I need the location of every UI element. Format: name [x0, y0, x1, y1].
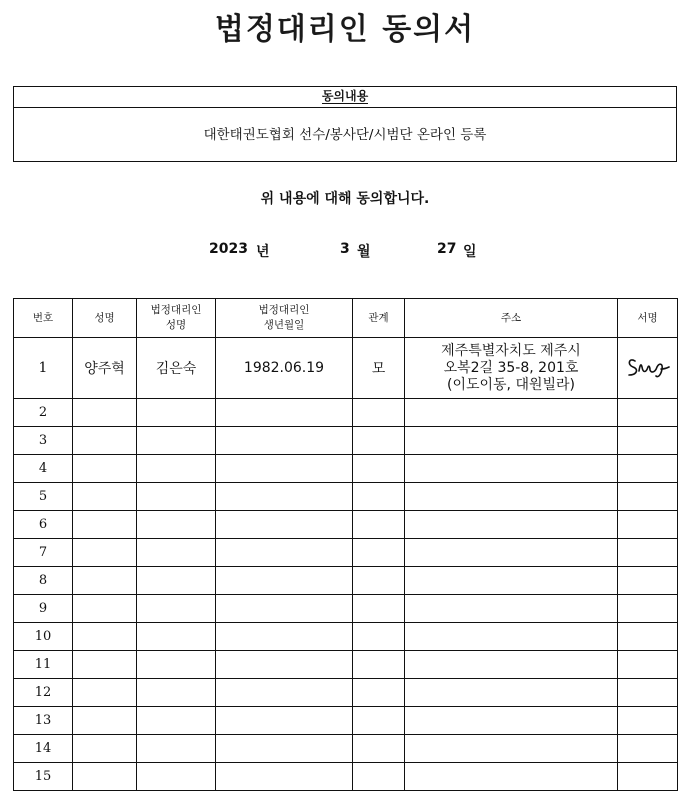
cell-guardian-birth [216, 735, 353, 763]
address-line1: 제주특별자치도 제주시 [441, 342, 581, 359]
signature-icon [625, 353, 671, 379]
cell-address [405, 399, 618, 427]
table-row [14, 679, 678, 707]
cell-signature [618, 623, 678, 651]
cell-number: 14 [14, 735, 73, 763]
header-guardian-line1: 법정대리인 [150, 304, 202, 316]
table-row [14, 567, 678, 595]
cell-signature [618, 338, 678, 399]
header-birth-line1: 법정대리인 [258, 304, 310, 316]
cell-guardian-birth [216, 763, 353, 791]
cell-signature [618, 511, 678, 539]
cell-name [73, 539, 137, 567]
date-day: 27 [437, 241, 457, 257]
cell-relation [353, 567, 405, 595]
date-month: 3 [340, 241, 350, 257]
cell-guardian-name [137, 623, 216, 651]
cell-relation [353, 735, 405, 763]
cell-guardian-name [137, 455, 216, 483]
cell-guardian-birth [216, 567, 353, 595]
cell-signature [618, 399, 678, 427]
cell-address [405, 483, 618, 511]
cell-signature [618, 427, 678, 455]
table-row [14, 651, 678, 679]
cell-signature [618, 735, 678, 763]
header-signature: 서명 [618, 299, 678, 338]
table-row [14, 623, 678, 651]
cell-guardian-name [137, 427, 216, 455]
cell-guardian-name [137, 539, 216, 567]
cell-name [73, 651, 137, 679]
cell-signature [618, 455, 678, 483]
cell-relation [353, 651, 405, 679]
cell-number: 7 [14, 539, 73, 567]
cell-address [405, 567, 618, 595]
cell-signature [618, 483, 678, 511]
cell-guardian-birth [216, 595, 353, 623]
table-row [14, 483, 678, 511]
cell-number: 4 [14, 455, 73, 483]
cell-number: 10 [14, 623, 73, 651]
address-line2: 오복2길 35-8, 201호 [443, 359, 579, 376]
cell-guardian-name [137, 567, 216, 595]
cell-name [73, 399, 137, 427]
cell-guardian-birth: 1982.06.19 [216, 338, 353, 399]
cell-name [73, 735, 137, 763]
table-row [14, 399, 678, 427]
cell-guardian-birth [216, 455, 353, 483]
cell-number: 15 [14, 763, 73, 791]
table-row [14, 427, 678, 455]
table-row [14, 763, 678, 791]
cell-name [73, 623, 137, 651]
cell-number: 2 [14, 399, 73, 427]
cell-address [405, 763, 618, 791]
header-number: 번호 [14, 299, 73, 338]
cell-address [405, 623, 618, 651]
cell-relation [353, 707, 405, 735]
cell-guardian-birth [216, 511, 353, 539]
cell-relation [353, 679, 405, 707]
cell-relation [353, 623, 405, 651]
cell-relation [353, 763, 405, 791]
cell-address [405, 735, 618, 763]
consent-content-box [13, 86, 677, 162]
cell-guardian-birth [216, 427, 353, 455]
date-year: 2023 [209, 241, 248, 257]
table-row [14, 539, 678, 567]
cell-address [405, 511, 618, 539]
cell-relation [353, 483, 405, 511]
cell-name [73, 567, 137, 595]
cell-signature [618, 539, 678, 567]
table-row [14, 511, 678, 539]
cell-guardian-birth [216, 679, 353, 707]
cell-name: 양주혁 [73, 338, 137, 399]
cell-relation: 모 [353, 338, 405, 399]
cell-address [405, 539, 618, 567]
cell-number: 1 [14, 338, 73, 399]
cell-signature [618, 651, 678, 679]
cell-name [73, 455, 137, 483]
cell-address [405, 679, 618, 707]
table-row [14, 735, 678, 763]
table-row [14, 338, 678, 399]
cell-guardian-name [137, 735, 216, 763]
table-row [14, 707, 678, 735]
cell-guardian-name [137, 483, 216, 511]
cell-signature [618, 567, 678, 595]
consent-header-label: 동의내용 [321, 89, 369, 103]
cell-guardian-name [137, 707, 216, 735]
header-address: 주소 [405, 299, 618, 338]
cell-signature [618, 707, 678, 735]
cell-address [405, 427, 618, 455]
cell-name [73, 595, 137, 623]
cell-number: 9 [14, 595, 73, 623]
header-guardian-name [137, 299, 216, 338]
cell-number: 6 [14, 511, 73, 539]
cell-number: 13 [14, 707, 73, 735]
cell-guardian-name [137, 511, 216, 539]
consent-header [14, 87, 676, 108]
cell-name [73, 511, 137, 539]
cell-guardian-name [137, 595, 216, 623]
cell-relation [353, 511, 405, 539]
cell-guardian-birth [216, 399, 353, 427]
cell-guardian-birth [216, 651, 353, 679]
cell-address [405, 651, 618, 679]
header-guardian-line2: 성명 [165, 319, 187, 331]
cell-name [73, 679, 137, 707]
cell-guardian-name [137, 763, 216, 791]
cell-guardian-birth [216, 707, 353, 735]
cell-signature [618, 763, 678, 791]
document-title: 법정대리인 동의서 [214, 12, 476, 47]
cell-name [73, 763, 137, 791]
header-birth-line2: 생년월일 [263, 319, 305, 331]
cell-relation [353, 595, 405, 623]
cell-relation [353, 427, 405, 455]
table-row [14, 455, 678, 483]
date-month-unit: 월 [357, 244, 371, 260]
table-header-row [14, 299, 678, 338]
cell-guardian-name [137, 399, 216, 427]
agreement-statement: 위 내용에 대해 동의합니다. [260, 191, 430, 207]
address-line3: (이도이동, 대원빌라) [446, 376, 576, 393]
cell-relation [353, 399, 405, 427]
cell-name [73, 427, 137, 455]
date-day-unit: 일 [463, 244, 477, 260]
table-row [14, 595, 678, 623]
cell-number: 8 [14, 567, 73, 595]
cell-guardian-name [137, 651, 216, 679]
cell-number: 11 [14, 651, 73, 679]
cell-guardian-name: 김은숙 [137, 338, 216, 399]
cell-signature [618, 595, 678, 623]
cell-guardian-name [137, 679, 216, 707]
header-name: 성명 [73, 299, 137, 338]
cell-guardian-birth [216, 623, 353, 651]
consent-body: 대한태권도협회 선수/봉사단/시범단 온라인 등록 [203, 127, 487, 143]
cell-relation [353, 455, 405, 483]
header-relation: 관계 [353, 299, 405, 338]
cell-address [405, 595, 618, 623]
guardian-table [13, 298, 678, 791]
cell-guardian-birth [216, 539, 353, 567]
cell-name [73, 707, 137, 735]
cell-signature [618, 679, 678, 707]
cell-address [405, 707, 618, 735]
cell-number: 5 [14, 483, 73, 511]
cell-address [405, 338, 618, 399]
header-guardian-birth [216, 299, 353, 338]
cell-guardian-birth [216, 483, 353, 511]
cell-address [405, 455, 618, 483]
cell-relation [353, 539, 405, 567]
date-year-unit: 년 [256, 244, 270, 260]
cell-name [73, 483, 137, 511]
cell-number: 12 [14, 679, 73, 707]
cell-number: 3 [14, 427, 73, 455]
